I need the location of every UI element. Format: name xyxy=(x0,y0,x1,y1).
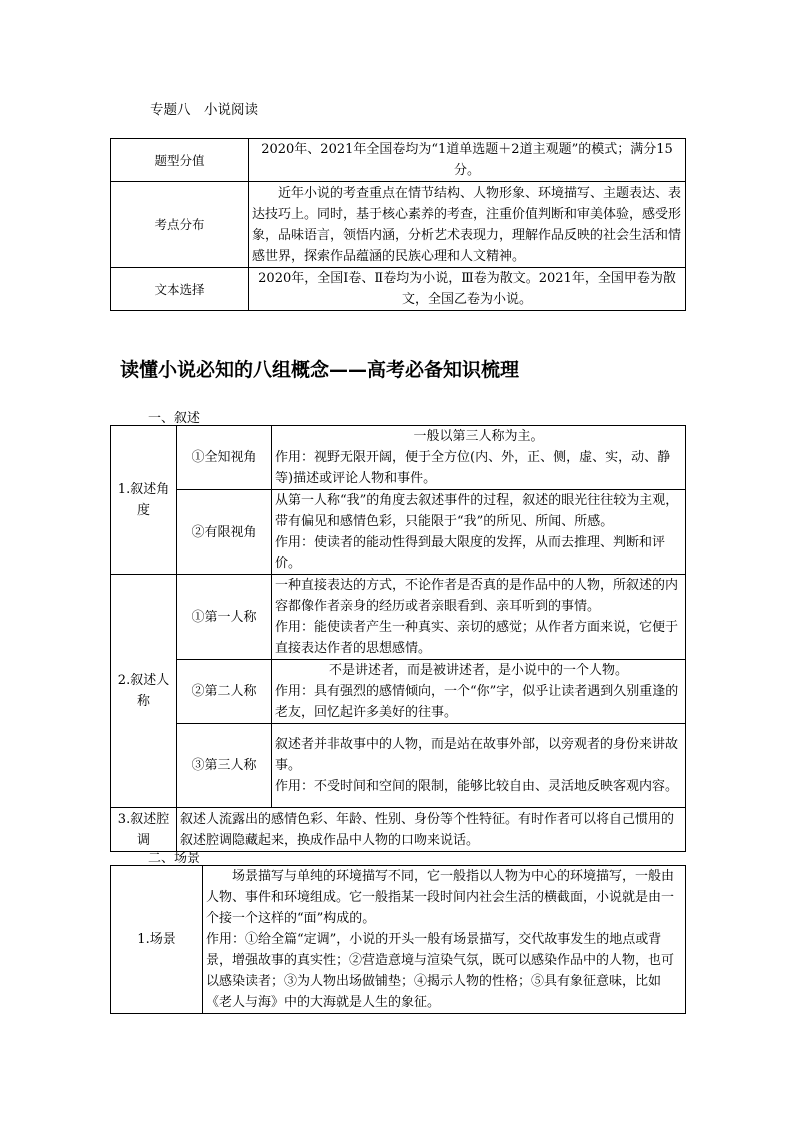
cell-line: 一般以第三人称为主。 xyxy=(413,429,544,444)
group-label: 3.叙述腔调 xyxy=(111,808,177,852)
row-text: 近年小说的考查重点在情节结构、人物形象、环境描写、主题表达、表达技巧上。同时，基于核心素养的考查，注重价值判断和审美体验，感受形象，品味语言，领悟内涵，分析艺术表现力，理解作品反映的社会生活和情感世界，探索作品蕴涵的民族心理和人文精神。 xyxy=(249,182,686,268)
sub-label: ①第一人称 xyxy=(177,575,272,660)
cell-text: 叙述人流露出的感情色彩、年龄、性别、身份等个性特征。有时作者可以将自己惯用的叙述腔调隐藏起来，换成作品中人物的口吻来说话。 xyxy=(177,808,686,852)
cell-text xyxy=(272,575,686,660)
row-label: 文本选择 xyxy=(111,268,249,311)
cell-line: 一种直接表达的方式，不论作者是否真的是作品中的人物，所叙述的内容都像作者亲身的经历或者亲眼看到、亲耳听到的事情。 xyxy=(275,578,679,614)
cell-line: 叙述者并非故事中的人物，而是站在故事外部，以旁观者的身份来讲故事。 xyxy=(275,737,679,773)
cell-line: 作用：能使读者产生一种真实、亲切的感觉；从作者方面来说，它便于直接表达作者的思想感情。 xyxy=(275,620,679,656)
cell-line: 场景描写与单纯的环境描写不同，它一般指以人物为中心的环境描写，一般由人物、事件和环境组成。它一般指某一段时间内社会生活的横截面，小说就是由一个接一个这样的“面”构成的。 xyxy=(206,869,675,926)
scene-table xyxy=(110,865,686,1014)
cell-text xyxy=(272,426,686,490)
table-row xyxy=(111,139,686,182)
table-row xyxy=(111,660,686,724)
narration-table xyxy=(110,425,686,852)
row-text: 2020年，全国Ⅰ卷、Ⅱ卷均为小说，Ⅲ卷为散文。2021年，全国甲卷为散文，全国乙卷为小说。 xyxy=(249,268,686,311)
cell-line: 作用：具有强烈的感情倾向，一个“你”字，似乎让读者遇到久别重逢的老友，回忆起许多美好的往事。 xyxy=(275,684,679,720)
group-label: 2.叙述人称 xyxy=(111,575,177,808)
row-label: 考点分布 xyxy=(111,182,249,268)
cell-line: 作用：视野无限开阔，便于全方位(内、外，正、侧，虚、实，动、静等)描述或评论人物和事件。 xyxy=(275,450,671,486)
table-row xyxy=(111,808,686,852)
table-row xyxy=(111,182,686,268)
table-row xyxy=(111,490,686,575)
section-title: 二、场景 xyxy=(148,851,201,866)
cell-text xyxy=(272,724,686,808)
table-row xyxy=(111,268,686,311)
cell-line: 从第一人称“我”的角度去叙述事件的过程，叙述的眼光往往较为主观，带有偏见和感情色彩，只能限于“我”的所见、所闻、所感。 xyxy=(275,493,679,529)
row-label: 1.场景 xyxy=(111,866,203,1014)
table-row xyxy=(111,575,686,660)
cell-line: 作用：不受时间和空间的限制，能够比较自由、灵活地反映客观内容。 xyxy=(275,779,679,794)
table-row xyxy=(111,426,686,490)
page-header: 专题八 小说阅读 xyxy=(150,102,258,118)
cell-line: 作用：使读者的能动性得到最大限度的发挥，从而去推理、判断和评价。 xyxy=(275,535,666,571)
group-label: 1.叙述角度 xyxy=(111,426,177,575)
cell-text xyxy=(272,660,686,724)
sub-label: ①全知视角 xyxy=(177,426,272,490)
overview-table xyxy=(110,138,686,311)
main-heading: 读懂小说必知的八组概念——高考必备知识梳理 xyxy=(120,359,520,381)
cell-line: 不是讲述者，而是被讲述者，是小说中的一个人物。 xyxy=(328,663,628,678)
cell-line: 作用：①给全篇“定调”，小说的开头一般有场景描写，交代故事发生的地点或背景，增强故事的真实性；②营造意境与渲染气氛，既可以感染作品中的人物，也可以感染读者；③为人物出场做铺垫；④揭示人物的性格；⑤具有象征意味，比如《老人与海》中的大海就是人生的象征。 xyxy=(206,932,675,1010)
row-label: 题型分值 xyxy=(111,139,249,182)
table-row xyxy=(111,866,686,1014)
sub-label: ②第二人称 xyxy=(177,660,272,724)
sub-label: ②有限视角 xyxy=(177,490,272,575)
cell-text xyxy=(203,866,686,1014)
cell-text xyxy=(272,490,686,575)
sub-label: ③第三人称 xyxy=(177,724,272,808)
section-title: 一、叙述 xyxy=(148,411,201,426)
table-row xyxy=(111,724,686,808)
row-text: 2020年、2021年全国卷均为“1道单选题＋2道主观题”的模式；满分15分。 xyxy=(249,139,686,182)
